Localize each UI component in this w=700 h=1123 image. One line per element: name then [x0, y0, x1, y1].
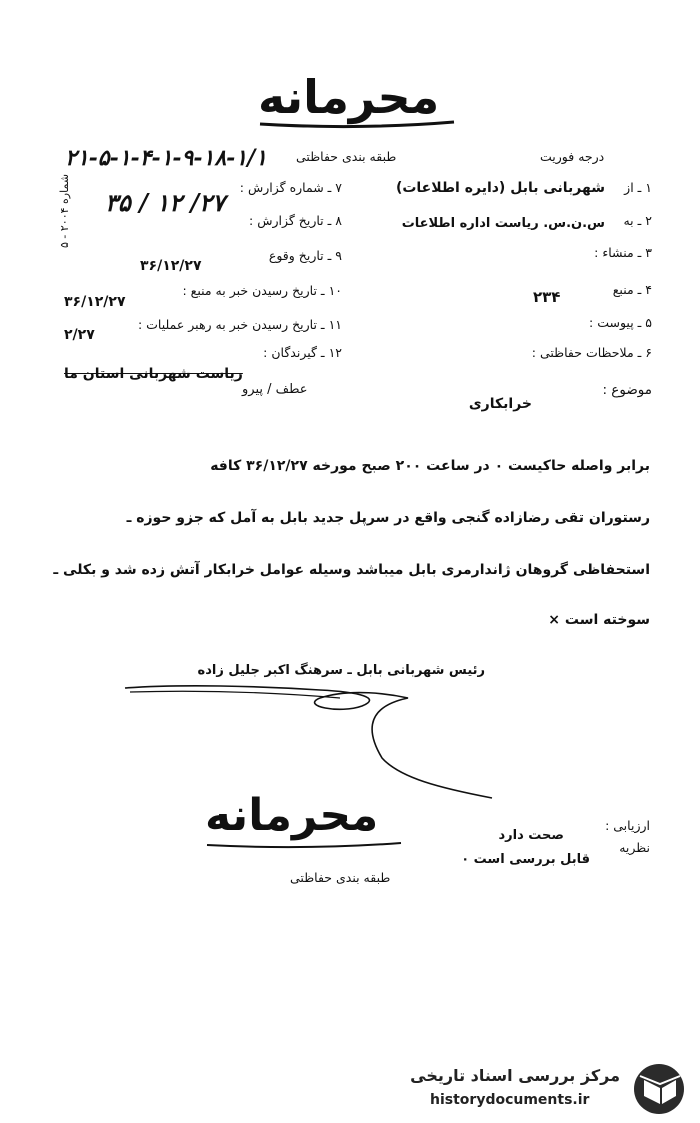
- body-line-2: رستوران تقی رضازاده گنجی واقع در سرپل جدید بابل به آمل که جزو حوزه ـ: [126, 510, 650, 526]
- watermark-logo-icon: [630, 1062, 688, 1116]
- assessment-value: صحت دارد: [498, 828, 564, 843]
- field-2-label: ۲ ـ به: [623, 213, 652, 228]
- opinion-label: نظریه: [619, 840, 650, 855]
- reference-label: عطف / پیرو: [242, 382, 308, 397]
- field-1-value: شهربانی بابل (دایره اطلاعات): [395, 180, 605, 196]
- field-9-value: ۳۶/۱۲/۲۷: [140, 258, 202, 274]
- field-4-value: ۲۳۴: [533, 288, 561, 306]
- body-line-1: برابر واصله حاکیست ۰ در ساعت ۲۰۰ صبح مورخه ۳۶/۱۲/۲۷ کافه: [210, 458, 650, 474]
- field-6-label: ۶ ـ ملاحظات حفاظتی :: [531, 345, 652, 360]
- stamp-underline-bottom: [205, 840, 405, 852]
- field-4-label: ۴ ـ منبع: [612, 282, 652, 297]
- footer-classification-label: طبقه بندی حفاظتی: [290, 870, 391, 885]
- assessment-label: ارزیابی :: [605, 818, 650, 833]
- classification-stamp-top: محرمانه: [258, 70, 440, 124]
- field-10-label: ۱۰ ـ تاریخ رسیدن خبر به منبع :: [182, 283, 342, 298]
- subject-label: موضوع :: [602, 382, 652, 398]
- priority-label: درجه فوریت: [540, 149, 605, 164]
- field-11-label: ۱۱ ـ تاریخ رسیدن خبر به رهبر عملیات :: [137, 317, 342, 332]
- field-10-value: ۳۶/۱۲/۲۷: [64, 294, 126, 310]
- field-12-value: ریاست شهربانی استان ما: [64, 366, 243, 382]
- margin-code: شماره ۲۰۰۴ - ۵: [58, 173, 71, 248]
- field-8-label: ۸ ـ تاریخ گزارش :: [249, 213, 342, 228]
- signature-scribble: [120, 678, 500, 808]
- body-line-4: سوخته است ×: [548, 612, 650, 628]
- field-12-label: ۱۲ ـ گیرندگان :: [263, 345, 342, 360]
- subject-value: خرابکاری: [468, 396, 532, 412]
- classification-label: طبقه بندی حفاظتی: [296, 149, 397, 164]
- reference-number: ۲۱-۵-۱-۴-۱-۹-۱۸-۱/۱: [65, 145, 267, 171]
- body-line-3: استحفاظی گروهان ژاندارمری بابل میباشد وسیله عوامل خرابکار آتش زده شد و بکلی ـ: [53, 562, 650, 578]
- field-7-label: ۷ ـ شماره گزارش :: [239, 180, 342, 195]
- watermark-url: historydocuments.ir: [430, 1092, 590, 1108]
- field-1-label: ۱ ـ از: [624, 180, 652, 195]
- field-3-label: ۳ ـ منشاء :: [594, 245, 652, 260]
- signature-title: رئیس شهربانی بابل ـ سرهنگ اکبر جلیل زاده: [197, 663, 485, 678]
- field-2-value: س.ن.س. ریاست اداره اطلاعات: [401, 216, 605, 231]
- field-7-value: ۲۷/ ۱۲ / ۳۵: [105, 188, 225, 217]
- field-9-label: ۹ ـ تاریخ وقوع: [268, 248, 342, 263]
- field-11-value: ۲/۲۷: [64, 327, 95, 343]
- watermark-title: مرکز بررسی اسناد تاریخی: [410, 1066, 620, 1085]
- classification-stamp-bottom: محرمانه: [205, 790, 379, 841]
- field-5-label: ۵ ـ پیوست :: [589, 315, 652, 330]
- opinion-value: قابل بررسی است ۰: [461, 852, 590, 867]
- stamp-underline-top: [258, 118, 458, 130]
